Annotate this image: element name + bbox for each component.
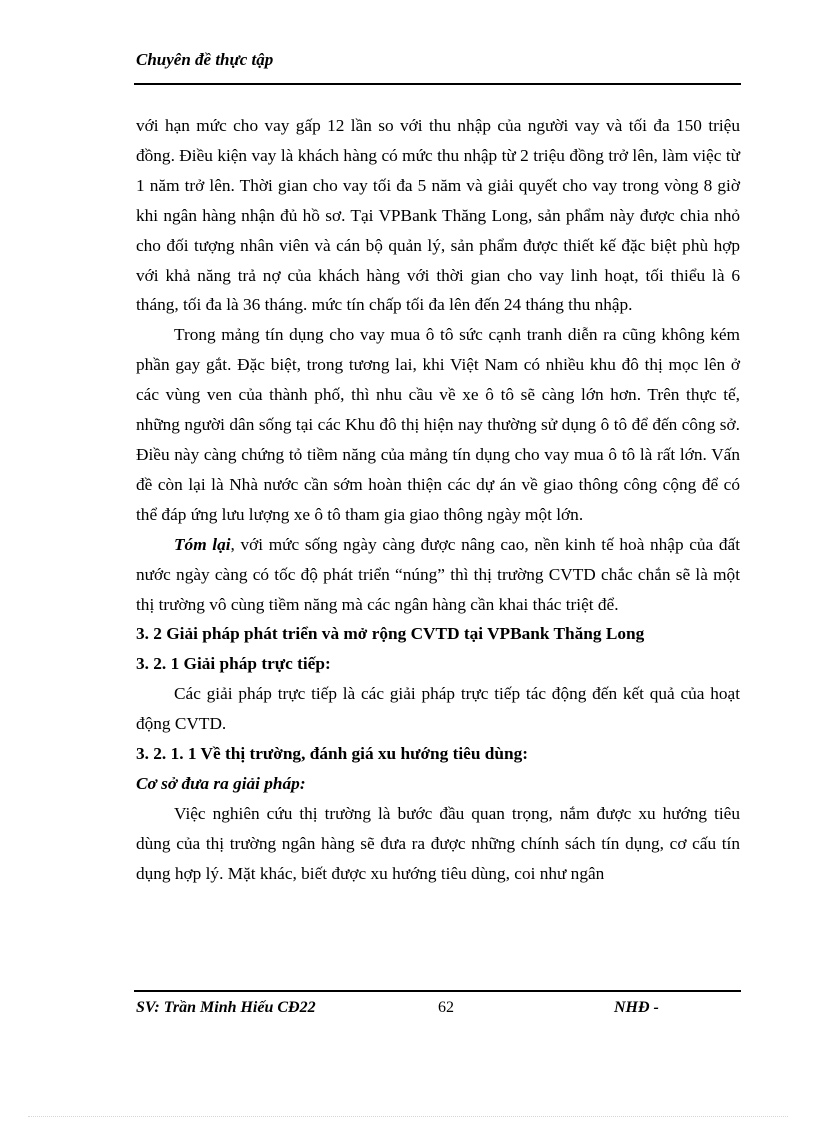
paragraph-summary [136, 530, 740, 620]
page-number: 62 [438, 999, 454, 1016]
page-bottom-border [28, 1116, 788, 1117]
subheading-basis: Cơ sở đưa ra giải pháp: [136, 773, 306, 793]
summary-text: , với mức sống ngày càng được nâng cao, nền kinh tế hoà nhập của đất nước ngày càng có tốc độ phát triển “núng” thì thị trường CVTD chắc chắn sẽ là một thị trường vô cùng tiềm năng mà các ngân hàng cần khai thác triệt để. [136, 534, 740, 614]
running-header-title: Chuyên đề thực tập [136, 50, 274, 69]
section-heading-3-2-1-1: 3. 2. 1. 1 Về thị trường, đánh giá xu hướng tiêu dùng: [136, 744, 528, 764]
summary-lead: Tóm lại [174, 534, 231, 554]
footer-department: NHĐ - [614, 999, 659, 1016]
paragraph-direct-solutions: Các giải pháp trực tiếp là các giải pháp trực tiếp tác động đến kết quả của hoạt động CVTD. [136, 684, 740, 734]
paragraph-loan-limit: với hạn mức cho vay gấp 12 lần so với thu nhập của người vay và tối đa 150 triệu đồng. Điều kiện vay là khách hàng có mức thu nhập từ 2 triệu đồng trở lên, làm việc từ 1 năm trở lên. Thời gian cho vay tối đa 5 năm và giải quyết cho vay trong vòng 8 giờ khi ngân hàng nhận đủ hồ sơ. Tại VPBank Thăng Long, sản phẩm này được chia nhỏ cho đối tượng nhân viên và cán bộ quản lý, sản phẩm được thiết kế đặc biệt phù hợp với khả năng trả nợ của khách hàng với thời gian cho vay linh hoạt, tối thiểu là 6 tháng, tối đa là 36 tháng. mức tín chấp tối đa lên đến 24 tháng thu nhập. [136, 116, 740, 315]
section-heading-3-2: 3. 2 Giải pháp phát triển và mở rộng CVTD tại VPBank Thăng Long [136, 624, 645, 644]
footer-divider [134, 990, 741, 992]
paragraph-car-loan: Trong mảng tín dụng cho vay mua ô tô sức cạnh tranh diễn ra cũng không kém phần gay gắt. Đặc biệt, trong tương lai, khi Việt Nam có nhiều khu đô thị mọc lên ở các vùng ven của thành phố, thì nhu cầu về xe ô tô sẽ càng lớn hơn. Trên thực tế, những người dân sống tại các Khu đô thị hiện nay thường sử dụng ô tô để đến công sở. Điều này càng chứng tỏ tiềm năng của mảng tín dụng cho vay mua ô tô là rất lớn. Vấn đề còn lại là Nhà nước cần sớm hoàn thiện các dự án về giao thông công cộng để có thể đáp ứng lưu lượng xe ô tô tham gia giao thông ngày một lớn. [136, 325, 740, 524]
page-body [136, 111, 740, 889]
header-divider [134, 83, 741, 85]
footer-student-name: SV: Trần Minh Hiếu CĐ22 [136, 999, 316, 1016]
paragraph-market-research: Việc nghiên cứu thị trường là bước đầu quan trọng, nắm được xu hướng tiêu dùng của thị trường ngân hàng sẽ đưa ra được những chính sách tín dụng, cơ cấu tín dụng hợp lý. Mặt khác, biết được xu hướng tiêu dùng, coi như ngân [136, 803, 740, 883]
section-heading-3-2-1: 3. 2. 1 Giải pháp trực tiếp: [136, 654, 331, 674]
